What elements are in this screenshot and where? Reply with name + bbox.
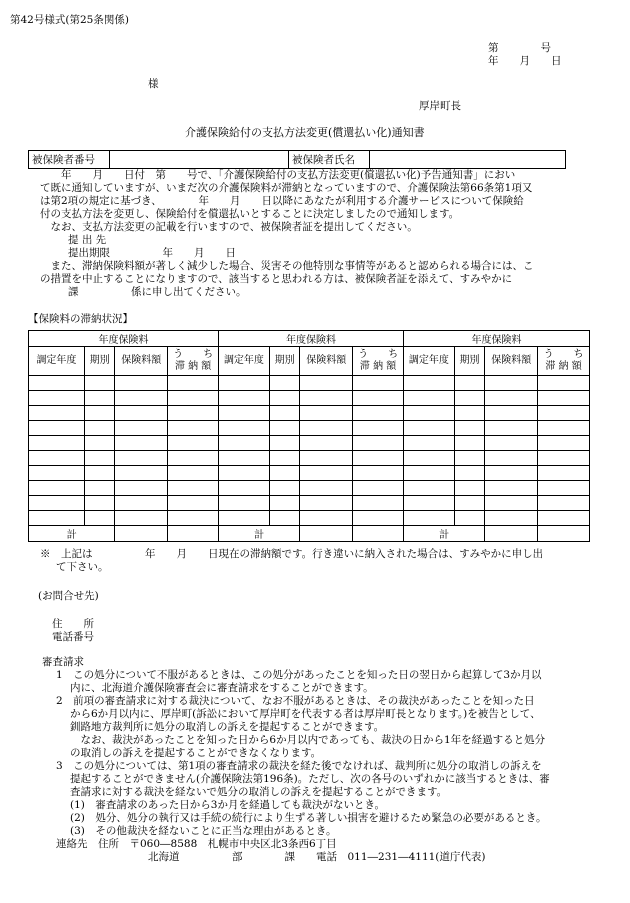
table-cell[interactable] [219,391,270,406]
table-cell[interactable] [269,391,299,406]
table-cell[interactable] [485,436,538,451]
notice-body [28,169,600,299]
table-cell[interactable] [29,511,85,526]
table-cell[interactable] [538,376,590,391]
table-cell[interactable] [84,511,114,526]
table-cell[interactable] [219,376,270,391]
table-cell[interactable] [353,421,404,436]
table-cell[interactable] [84,406,114,421]
table-cell[interactable] [403,466,454,481]
table-cell[interactable] [454,451,484,466]
table-cell[interactable] [353,391,404,406]
table-row [29,436,590,451]
table-cell[interactable] [485,496,538,511]
table-cell[interactable] [300,376,353,391]
table-cell[interactable] [300,421,353,436]
table-cell[interactable] [115,481,168,496]
group-header: 年度保険料 [29,331,219,347]
table-cell[interactable] [168,421,219,436]
insured-number-field[interactable] [110,151,289,169]
submit-deadline: 提出期限 年 月 日 [68,247,236,259]
col-year: 調定年度 [403,347,454,376]
table-row [29,451,590,466]
review-line: 2 前項の審査請求に対する裁決について、なお不服があるときは、その裁決があったことを知った日 [56,695,535,707]
note-line: ※ 上記は 年 月 日現在の滞納額です。行き違いに納入された場合は、すみやかに申し出 [40,548,544,560]
table-cell[interactable] [454,406,484,421]
table-cell[interactable] [485,451,538,466]
table-cell[interactable] [403,496,454,511]
table-cell[interactable] [403,436,454,451]
review-line: 釧路地方裁判所に処分の取消しの訴えを提起することができます。 [70,721,385,733]
col-uchi: う ち [173,349,214,360]
document-number: 第 号 [488,42,551,54]
review-line: から6か月以内に、厚岸町(訴訟において厚岸町を代表する者は厚岸町長となります。)を被告として、 [70,708,541,720]
total-label: 計 [219,526,300,542]
table-cell[interactable] [29,421,85,436]
table-cell[interactable] [115,421,168,436]
table-cell[interactable] [84,451,114,466]
total-cell[interactable] [353,526,404,542]
table-cell[interactable] [454,376,484,391]
review-line: (3) その他裁決を経ないことに正当な理由があるとき。 [70,825,337,837]
table-cell[interactable] [300,496,353,511]
col-amount: 保険料額 [115,347,168,376]
review-line: 査請求に対する裁決を経ないで処分の取消しの訴えを提起することができます。 [70,786,448,798]
table-cell[interactable] [115,391,168,406]
table-cell[interactable] [454,436,484,451]
table-cell[interactable] [538,436,590,451]
table-cell[interactable] [538,391,590,406]
table-cell[interactable] [29,391,85,406]
table-cell[interactable] [403,511,454,526]
table-row [29,406,590,421]
table-cell[interactable] [300,406,353,421]
total-label: 計 [403,526,484,542]
table-cell[interactable] [538,511,590,526]
arrears-note [28,548,600,574]
col-amount: 保険料額 [485,347,538,376]
submit-to: 提 出 先 [68,234,107,246]
body-line: なお、支払方法変更の記載を行いますので、被保険者証を提出してください。 [40,221,418,233]
table-cell[interactable] [353,481,404,496]
total-cell[interactable] [538,526,590,542]
table-cell[interactable] [29,466,85,481]
review-line: 内に、北海道介護保険審査会に審査請求をすることができます。 [70,682,374,694]
arrears-section-title: 【保険料の滞納状況】 [28,313,133,325]
recipient-suffix: 様 [148,78,159,90]
table-cell[interactable] [538,406,590,421]
table-row [29,376,590,391]
table-row [29,481,590,496]
col-uchi: う ち [358,349,399,360]
insured-name-field[interactable] [370,151,566,169]
review-heading: 審査請求 [42,656,84,668]
table-cell[interactable] [84,391,114,406]
col-year: 調定年度 [29,347,85,376]
body-line: 課 係に申し出てください。 [68,286,247,298]
table-row [29,466,590,481]
body-line: て既に通知していますが、いまだ次の介護保険料が滞納となっていますので、介護保険法第66条第1項又 [40,182,533,194]
table-cell[interactable] [454,481,484,496]
table-cell[interactable] [538,451,590,466]
total-cell[interactable] [168,526,219,542]
contact-phone-label: 電話番号 [52,631,94,643]
table-cell[interactable] [538,466,590,481]
table-cell[interactable] [168,466,219,481]
table-cell[interactable] [454,421,484,436]
body-line: の措置を中止することになりますので、該当すると思われる方は、被保険者証を添えて、すみやかに [40,273,513,285]
col-period: 期別 [269,347,299,376]
col-arrears-label: 滞 納 額 [359,361,397,372]
table-cell[interactable] [29,376,85,391]
table-row [29,496,590,511]
table-cell[interactable] [219,466,270,481]
table-cell[interactable] [485,421,538,436]
table-cell[interactable] [538,421,590,436]
col-arrears [168,347,219,376]
table-cell[interactable] [115,436,168,451]
table-cell[interactable] [84,466,114,481]
table-cell[interactable] [485,466,538,481]
table-cell[interactable] [269,421,299,436]
review-line: 提起することができません(介護保険法第196条)。ただし、次の各号のいずれかに該当するときは、審 [70,773,550,785]
total-cell[interactable] [485,526,538,542]
arrears-table [28,330,590,542]
col-arrears-label: 滞 納 額 [545,361,582,372]
review-line: なお、裁決があったことを知った日から6か月以内であっても、裁決の日から1年を経過すると処分 [70,734,546,746]
table-cell[interactable] [538,496,590,511]
table-cell[interactable] [219,436,270,451]
table-cell[interactable] [353,436,404,451]
col-arrears [538,347,590,376]
table-cell[interactable] [269,406,299,421]
table-cell[interactable] [115,496,168,511]
table-cell[interactable] [300,481,353,496]
table-cell[interactable] [403,406,454,421]
table-cell[interactable] [168,436,219,451]
note-line: て下さい。 [56,561,109,573]
table-row [29,421,590,436]
table-cell[interactable] [84,376,114,391]
col-amount: 保険料額 [300,347,353,376]
table-cell[interactable] [403,391,454,406]
table-cell[interactable] [269,466,299,481]
table-cell[interactable] [115,466,168,481]
table-cell[interactable] [454,391,484,406]
col-period: 期別 [454,347,484,376]
col-year: 調定年度 [219,347,270,376]
table-cell[interactable] [219,511,270,526]
review-line: (2) 処分、処分の執行又は手続の続行により生ずる著しい損害を避けるため緊急の必要があるとき。 [70,812,547,824]
table-cell[interactable] [300,436,353,451]
group-header: 年度保険料 [219,331,404,347]
table-row [29,511,590,526]
table-cell[interactable] [168,406,219,421]
table-cell[interactable] [269,511,299,526]
table-cell[interactable] [403,376,454,391]
insured-number-label: 被保険者番号 [29,151,110,169]
table-cell[interactable] [29,436,85,451]
table-cell[interactable] [300,466,353,481]
table-cell[interactable] [353,511,404,526]
table-cell[interactable] [219,481,270,496]
table-cell[interactable] [403,481,454,496]
table-cell[interactable] [300,511,353,526]
table-cell[interactable] [485,481,538,496]
table-cell[interactable] [300,451,353,466]
table-cell[interactable] [485,391,538,406]
table-cell[interactable] [29,451,85,466]
body-line: また、滞納保険料額が著しく減少した場合、災害その他特別な事情等があると認められる場合には、こ [40,260,534,272]
table-cell[interactable] [269,496,299,511]
table-cell[interactable] [168,376,219,391]
table-cell[interactable] [168,481,219,496]
table-cell[interactable] [403,451,454,466]
insured-name-label: 被保険者氏名 [289,151,370,169]
col-uchi: う ち [543,349,584,360]
issuer: 厚岸町長 [419,100,461,112]
table-cell[interactable] [219,421,270,436]
table-cell[interactable] [485,406,538,421]
contact-heading: (お問合せ先) [38,590,99,602]
table-cell[interactable] [353,376,404,391]
table-cell[interactable] [84,421,114,436]
table-cell[interactable] [353,451,404,466]
table-cell[interactable] [353,406,404,421]
col-arrears-label: 滞 納 額 [174,361,212,372]
table-cell[interactable] [168,451,219,466]
total-cell[interactable] [300,526,353,542]
table-cell[interactable] [219,451,270,466]
table-cell[interactable] [168,496,219,511]
table-cell[interactable] [269,451,299,466]
table-cell[interactable] [219,406,270,421]
form-number: 第42号様式(第25条関係) [10,14,129,26]
table-row [29,391,590,406]
total-cell[interactable] [115,526,168,542]
table-cell[interactable] [84,436,114,451]
table-cell[interactable] [485,511,538,526]
table-cell[interactable] [168,391,219,406]
table-cell[interactable] [29,481,85,496]
table-cell[interactable] [454,466,484,481]
review-line: 1 この処分について不服があるときは、この処分があったことを知った日の翌日から起算して3か月以 [56,669,542,681]
table-cell[interactable] [29,496,85,511]
body-line: 付の支払方法を変更し、保険給付を償還払いとすることに決定しましたので通知します。 [40,208,460,220]
document-date: 年 月 日 [488,55,562,67]
table-cell[interactable] [454,511,484,526]
table-cell[interactable] [485,376,538,391]
table-cell[interactable] [269,436,299,451]
col-period: 期別 [84,347,114,376]
table-cell[interactable] [29,406,85,421]
table-cell[interactable] [454,496,484,511]
contact-address-label: 住 所 [52,618,94,630]
table-cell[interactable] [353,466,404,481]
review-line: の取消しの訴えを提起することができなくなります。 [70,747,322,759]
table-cell[interactable] [300,391,353,406]
table-cell[interactable] [538,481,590,496]
group-header: 年度保険料 [403,331,589,347]
table-cell[interactable] [115,511,168,526]
col-arrears [353,347,404,376]
body-line: 年 月 日付 第 号で、「介護保険給付の支払方法変更(償還払い化)予告通知書」におい [40,169,516,181]
table-cell[interactable] [115,451,168,466]
table-cell[interactable] [168,511,219,526]
review-line: 3 この処分については、第1項の審査請求の裁決を経た後でなければ、裁判所に処分の取消しの訴えを [56,760,542,772]
table-cell[interactable] [115,376,168,391]
table-cell[interactable] [84,496,114,511]
table-cell[interactable] [115,406,168,421]
table-cell[interactable] [269,481,299,496]
document-title: 介護保険給付の支払方法変更(償還払い化)通知書 [185,126,425,139]
table-cell[interactable] [353,496,404,511]
total-label: 計 [29,526,115,542]
contact-office: 連絡先 住所 〒060―8588 札幌市中央区北3条西6丁目 [56,838,337,850]
contact-office-phone: 北海道 部 課 電話 011―231―4111(道庁代表) [148,851,486,863]
review-line: (1) 審査請求のあった日から3か月を経過しても裁決がないとき。 [70,799,386,811]
table-cell[interactable] [403,421,454,436]
body-line: は第2項の規定に基づき、 年 月 日以降にあなたが利用する介護サービスについて保険給 [40,195,524,207]
table-cell[interactable] [269,376,299,391]
arrears-rows [29,376,590,526]
table-cell[interactable] [219,496,270,511]
insured-info-table [28,150,566,169]
table-cell[interactable] [84,481,114,496]
review-section [42,656,614,864]
